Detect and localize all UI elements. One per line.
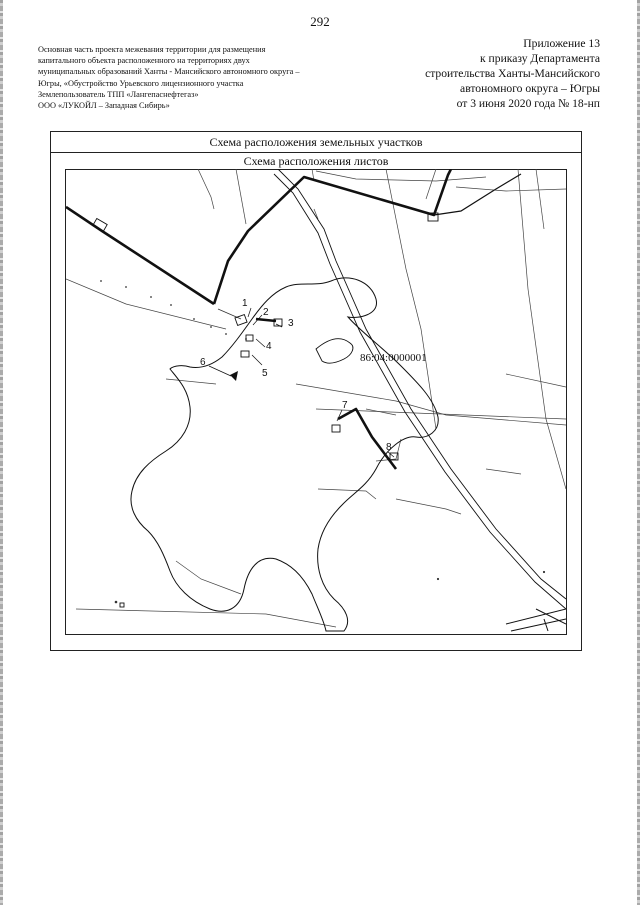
map-drawing [66,169,566,634]
sheet-label-7: 7 [342,400,348,411]
header-right-line: к приказу Департамента [480,52,600,65]
map-area [65,169,567,635]
header-left-line: муниципальных образований Ханты - Мансийского автономного округа – [38,67,300,77]
header-right-line: от 3 июня 2020 года № 18-нп [456,97,600,110]
sheet-label-3: 3 [288,318,294,329]
sheet-6-marker [230,371,238,381]
sheet-label-6: 6 [200,357,206,368]
header-left-line: Югры, «Обустройство Урьевского лицензионного участка [38,78,244,88]
cadastral-number: 86:04:0000001 [360,352,427,364]
sheet-label-5: 5 [262,368,268,379]
sheet-layout-title: Схема расположения листов [65,152,567,170]
sheet-label-2: 2 [263,307,269,318]
river-outline [131,278,438,631]
pipeline-spur [218,309,241,319]
facility-squares [93,213,438,607]
main-road [274,169,566,609]
inner-contour [316,339,353,363]
header-left-line: ООО «ЛУКОЙЛ – Западная Сибирь» [38,101,170,111]
sheet-label-4: 4 [266,341,272,352]
header-right-line: автономного округа – Югры [460,82,600,95]
page-number: 292 [310,14,330,29]
header-left-block [38,44,358,111]
map-dots [100,280,545,603]
scan-edge-left [0,0,3,905]
frame-title: Схема расположения земельных участков [51,132,581,153]
rail-junction [506,609,566,631]
header-right-block [340,36,600,111]
header-left-line: Землепользователь ТПП «Лангепаснефтегаз» [38,89,199,99]
header-left-line: Основная часть проекта межевания территории для размещения [38,45,266,54]
header-right-line: Приложение 13 [523,37,600,50]
scheme-frame [50,131,582,651]
header-left-line: капитального объекта расположенного на территориях двух [38,56,250,66]
sheet-label-8: 8 [386,442,392,453]
sheet-label-1: 1 [242,298,248,309]
header-right-line: строительства Ханты-Мансийского [425,67,600,80]
map-boundaries [66,169,566,627]
